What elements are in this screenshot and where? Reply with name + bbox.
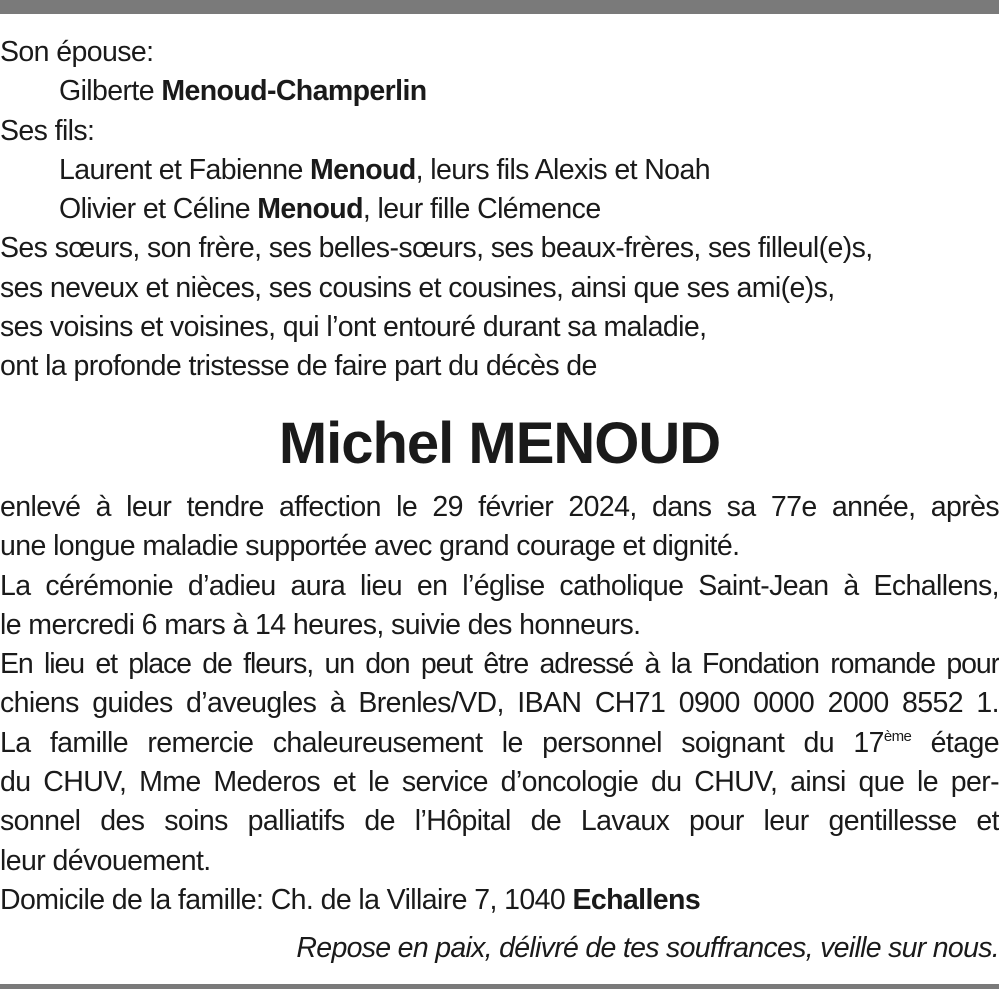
thanks-line-2: du CHUV, Mme Mederos et le service d’oncologie du CHUV, ainsi que le per- <box>0 766 999 799</box>
ceremony-line-2: le mercredi 6 mars à 14 heures, suivie des honneurs. <box>0 608 641 641</box>
bottom-rule <box>0 984 999 989</box>
domicile-line <box>0 881 999 920</box>
donation-line-2: chiens guides d’aveugles à Brenles/VD, IBAN CH71 0900 0000 2000 8552 1. <box>0 687 999 720</box>
son-1-last: Menoud <box>310 153 416 186</box>
son-2 <box>0 190 999 229</box>
death-line-2: une longue maladie supportée avec grand courage et dignité. <box>0 530 740 563</box>
top-rule <box>0 0 999 14</box>
deceased-name: Michel MENOUD <box>278 411 721 476</box>
son-2-first: Olivier et Céline <box>59 193 258 226</box>
thanks-line-4: leur dévouement. <box>0 844 211 877</box>
son-1-first: Laurent et Fabienne <box>59 153 311 186</box>
floor-ordinal: ème <box>883 727 912 745</box>
son-1 <box>0 151 999 190</box>
thanks-line-3: sonnel des soins palliatifs de l’Hôpital de Lavaux pour leur gentillesse et <box>0 805 999 838</box>
closing-verse: Repose en paix, délivré de tes souffrances, veille sur nous. <box>296 932 999 964</box>
family-section <box>0 33 999 387</box>
thanks-line-1-end: étage <box>911 726 999 759</box>
spouse-first-name: Gilberte <box>59 75 162 108</box>
spouse-last-name: Menoud-Champerlin <box>161 75 427 108</box>
announcement-line: ont la profonde tristesse de faire part du décès de <box>0 350 597 383</box>
spouse-label: Son épouse: <box>0 36 154 68</box>
relatives-line-2: ses neveux et nièces, ses cousins et cousines, ainsi que ses ami(e)s, <box>0 271 835 304</box>
donation-line-1: En lieu et place de fleurs, un don peut être adressé à la Fondation romande pour <box>0 648 999 681</box>
ceremony-line-1: La cérémonie d’adieu aura lieu en l’église catholique Saint-Jean à Echallens, <box>0 569 999 602</box>
son-2-last: Menoud <box>257 193 363 226</box>
son-1-rest: , leurs fils Alexis et Noah <box>415 153 710 186</box>
death-line-1: enlevé à leur tendre affection le 29 février 2024, dans sa 77e année, après <box>0 491 999 523</box>
notice-body <box>0 488 999 920</box>
relatives-line-1: Ses sœurs, son frère, ses belles-sœurs, ses beaux-frères, ses filleul(e)s, <box>0 232 873 265</box>
relatives-line-3: ses voisins et voisines, qui l’ont entouré durant sa maladie, <box>0 311 707 344</box>
spouse-name <box>0 72 999 111</box>
thanks-line-1-text: La famille remercie chaleureusement le personnel soignant du 17 <box>0 726 884 759</box>
son-2-rest: , leur fille Clémence <box>362 193 601 226</box>
thanks-line-1 <box>0 724 999 763</box>
domicile-town: Echallens <box>572 883 701 916</box>
sons-label: Ses fils: <box>0 114 95 147</box>
domicile-address: Domicile de la famille: Ch. de la Villaire 7, 1040 <box>0 883 573 916</box>
